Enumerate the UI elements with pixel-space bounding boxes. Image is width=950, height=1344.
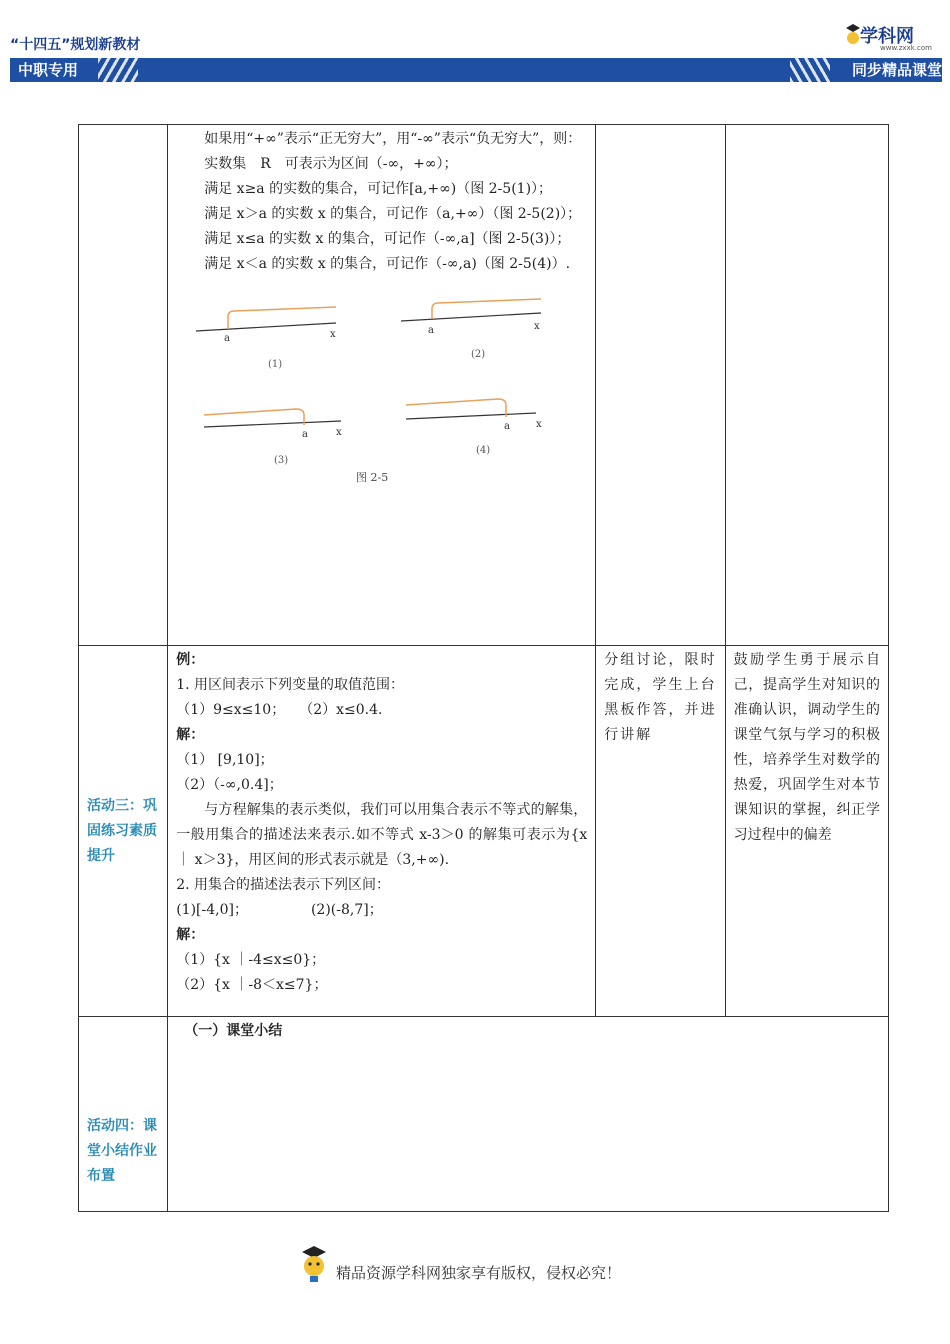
figure-caption: 图 2-5 [356, 471, 389, 484]
text-line: 满足 x＜a 的实数 x 的集合，可记作（-∞,a)（图 2-5(4)）. [204, 256, 571, 272]
text-line: 实数集 R 可表示为区间（-∞，+∞）； [204, 156, 458, 172]
student-cell [596, 125, 725, 646]
activity-three-label: 活动三：巩固练习素质提升 [79, 646, 168, 1017]
summary-title: （一）课堂小结 [184, 1023, 283, 1039]
design-intent: 鼓励学生勇于展示自己，提高学生对知识的准确认识，调动学生的课堂气氛与学习的积极性，培养学生对数学的热爱，巩固学生对本节课知识的掌握，纠正学习过程中的偏差 [725, 646, 888, 1017]
axis-line-2 [401, 313, 541, 321]
solution-label: 解： [176, 727, 205, 743]
brand-url: www.zxxk.com [880, 44, 932, 52]
summary-cell [168, 1017, 889, 1212]
fig-label-3: (3) [274, 455, 289, 466]
header-stripes-right [790, 58, 830, 82]
copyright-text: 精品资源学科网独家享有版权，侵权必究！ [336, 1264, 622, 1282]
header-left-label: 中职专用 [18, 61, 79, 79]
question-1-items: （1）9≤x≤10； （2）x≤0.4. [176, 702, 383, 718]
text-line: 满足 x≤a 的实数 x 的集合，可记作（-∞,a]（图 2-5(3)）； [204, 231, 571, 247]
student-activity: 分组讨论，限时完成，学生上台黑板作答，并进行讲解 [596, 646, 725, 1017]
explanation-paragraph: 与方程解集的表示类似，我们可以用集合表示不等式的解集，一般用集合的描述法来表示.如不等式 x-3＞0 的解集可表示为{x ｜ x＞3}，用区间的形式表示就是（3,+∞). [176, 802, 588, 868]
figure-2-5 [176, 297, 576, 487]
a-label-1: a [224, 333, 231, 344]
x-label-1: x [330, 329, 336, 340]
ray-3 [204, 409, 304, 425]
solution-1-1: （1） [9,10]； [176, 752, 274, 768]
footer [300, 1238, 660, 1288]
header-stripes-left [98, 58, 138, 82]
header-tag: “十四五”规划新教材 [10, 37, 141, 53]
solution-1-2: （2）（-∞,0.4]； [176, 777, 283, 793]
a-label-3: a [302, 429, 309, 440]
mascot-icon [300, 1244, 328, 1284]
text-line: 满足 x＞a 的实数 x 的集合，可记作（a,+∞）（图 2-5(2)）； [204, 206, 582, 222]
x-label-4: x [536, 419, 542, 430]
x-label-2: x [534, 321, 540, 332]
x-label-3: x [336, 427, 342, 438]
example-label: 例： [176, 652, 205, 668]
text-line: 满足 x≥a 的实数的集合，可记作[a,+∞)（图 2-5(1)）； [204, 181, 553, 197]
solution-label-2: 解： [176, 927, 205, 943]
solution-2-1: （1）{x ｜-4≤x≤0}； [176, 952, 326, 968]
a-label-2: a [428, 325, 435, 336]
brand-logo: 学科网 [860, 26, 914, 47]
question-2-items: (1)[-4,0]； (2)(-8,7]； [176, 902, 383, 918]
fig-label-2: (2) [471, 349, 486, 360]
text-line: 如果用“+∞”表示“正无穷大”，用“-∞”表示“负无穷大”，则： [204, 131, 582, 147]
table-row [79, 1017, 889, 1212]
solution-2-2: （2）{x ｜-8＜x≤7}； [176, 977, 328, 993]
activity-four-label: 活动四：课堂小结作业布置 [79, 1017, 168, 1212]
axis-line-4 [406, 413, 536, 419]
activity-cell [79, 125, 168, 646]
ray-4 [406, 399, 506, 417]
axis-line-3 [204, 421, 341, 427]
table-row [79, 646, 889, 1017]
content-cell [168, 646, 596, 1017]
content-cell [168, 125, 596, 646]
mortarboard-icon [846, 22, 860, 48]
axis-line-1 [196, 323, 336, 331]
lesson-table [78, 124, 889, 1212]
a-label-4: a [504, 421, 511, 432]
question-1: 1. 用区间表示下列变量的取值范围： [176, 677, 405, 693]
question-2: 2. 用集合的描述法表示下列区间： [176, 877, 391, 893]
header-right-label: 同步精品课堂 [851, 61, 942, 79]
number-line-figure [176, 297, 576, 487]
intent-cell [725, 125, 888, 646]
fig-label-4: (4) [476, 445, 491, 456]
table-row [79, 125, 889, 646]
fig-label-1: (1) [268, 359, 283, 370]
